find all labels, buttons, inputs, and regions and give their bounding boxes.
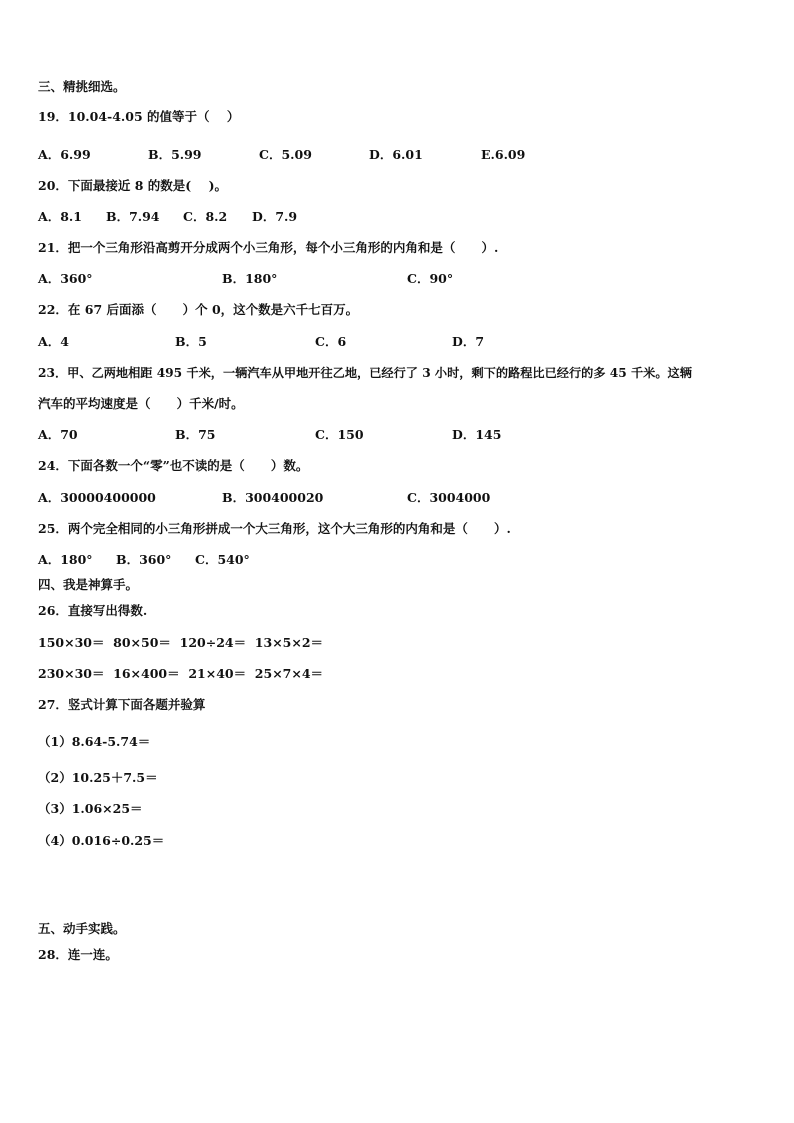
question-22: 22．在 67 后面添（ ）个 0，这个数是六千七百万。: [38, 302, 359, 317]
q21-option-c: C．90°: [407, 271, 454, 286]
q26-row-2: 230×30＝ 16×400＝ 21×40＝ 25×7×4＝: [38, 666, 324, 681]
q27-item-2: （2）10.25＋7.5＝: [38, 770, 158, 785]
q22-option-d: D．7: [452, 334, 485, 349]
q19-option-c: C．5.09: [259, 147, 312, 162]
question-28: 28．连一连。: [38, 947, 118, 962]
q24-option-b: B．300400020: [222, 490, 324, 505]
question-20: 20．下面最接近 8 的数是( )。: [38, 178, 228, 193]
q20-option-c: C．8.2: [183, 209, 228, 224]
question-24: 24．下面各数一个“零”也不读的是（ ）数。: [38, 458, 309, 473]
q22-option-a: A．4: [38, 334, 69, 349]
question-19: 19．10.04-4.05 的值等于（ ）: [38, 109, 240, 124]
question-21: 21．把一个三角形沿高剪开分成两个小三角形，每个小三角形的内角和是（ ）.: [38, 240, 499, 255]
section-3-heading: 三、精挑细选。: [38, 79, 126, 94]
q24-option-c: C．3004000: [407, 490, 491, 505]
question-25: 25．两个完全相同的小三角形拼成一个大三角形，这个大三角形的内角和是（ ）.: [38, 521, 511, 536]
q21-option-a: A．360°: [38, 271, 93, 286]
q27-item-1: （1）8.64-5.74＝: [38, 734, 151, 749]
question-23-line2: 汽车的平均速度是（ ）千米/时。: [38, 396, 244, 411]
q19-option-a: A．6.99: [38, 147, 91, 162]
q19-option-b: B．5.99: [148, 147, 202, 162]
q20-option-d: D．7.9: [252, 209, 298, 224]
q20-option-a: A．8.1: [38, 209, 82, 224]
q23-option-c: C．150: [315, 427, 364, 442]
q26-row-1: 150×30＝ 80×50＝ 120÷24＝ 13×5×2＝: [38, 635, 324, 650]
section-4-heading: 四、我是神算手。: [38, 577, 139, 592]
q25-option-b: B．360°: [116, 552, 172, 567]
q19-option-e: E.6.09: [481, 147, 526, 162]
q22-option-b: B．5: [175, 334, 207, 349]
q24-option-a: A．30000400000: [38, 490, 156, 505]
q23-option-d: D．145: [452, 427, 502, 442]
q25-option-c: C．540°: [195, 552, 250, 567]
q22-option-c: C．6: [315, 334, 347, 349]
q21-option-b: B．180°: [222, 271, 278, 286]
q25-option-a: A．180°: [38, 552, 93, 567]
question-26: 26．直接写出得数.: [38, 603, 148, 618]
question-23-line1: 23．甲、乙两地相距 495 千米，一辆汽车从甲地开往乙地，已经行了 3 小时，剩下的路程比已经行的多 45 千米。这辆: [38, 366, 692, 380]
q19-option-d: D．6.01: [369, 147, 423, 162]
question-27: 27．竖式计算下面各题并验算: [38, 697, 206, 712]
q20-option-b: B．7.94: [106, 209, 160, 224]
q27-item-3: （3）1.06×25＝: [38, 801, 143, 816]
q27-item-4: （4）0.016÷0.25＝: [38, 833, 165, 848]
q23-option-a: A．70: [38, 427, 78, 442]
section-5-heading: 五、动手实践。: [38, 921, 126, 936]
q23-option-b: B．75: [175, 427, 216, 442]
